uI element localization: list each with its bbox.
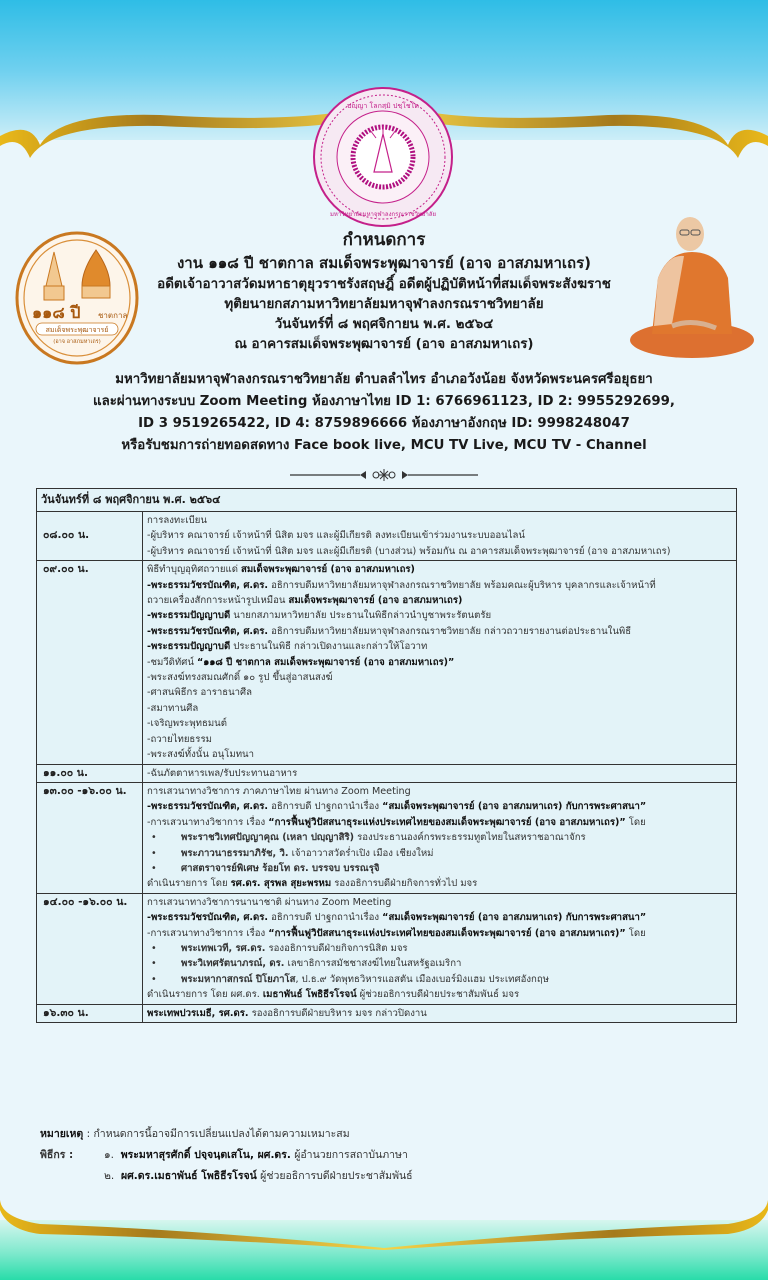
text: โดย bbox=[625, 927, 646, 939]
bold-text: พระเทพเวที, รศ.ดร. bbox=[181, 942, 266, 954]
bold-text: “สมเด็จพระพุฒาจารย์ (อาจ อาสภมหาเถร) กับการพระศาสนา” bbox=[382, 912, 647, 924]
mc-number: ๒. bbox=[104, 1170, 115, 1182]
activity-line bbox=[147, 1006, 732, 1021]
text: โดย bbox=[625, 816, 646, 828]
speaker-bullet bbox=[147, 830, 732, 845]
speaker-bullet bbox=[147, 846, 732, 861]
schedule-table bbox=[36, 488, 737, 1023]
text: ดำเนินรายการ โดย bbox=[147, 878, 231, 890]
activity-line: -พระสงฆ์ทรงสมณศักดิ์ ๑๐ รูป ขึ้นสู่อาสนสงฆ์ bbox=[147, 672, 333, 684]
bold-text: -พระธรรมปัญญาบดี bbox=[147, 641, 231, 653]
bold-text: พระมหากาสกรณ์ ปิโยภาโส bbox=[181, 973, 296, 985]
anniv-sub: (อาจ อาสภมหาเถร) bbox=[53, 339, 101, 345]
text: -การเสวนาทางวิชาการ เรื่อง bbox=[147, 927, 269, 939]
mc-role: ผู้ช่วยอธิการบดีฝ่ายประชาสัมพันธ์ bbox=[256, 1170, 413, 1182]
zoom-info-1: และผ่านทางระบบ Zoom Meeting ห้องภาษาไทย ID 1: 6766961123, ID 2: 9955292699, bbox=[93, 394, 675, 409]
schedule-date-header: วันจันทร์ที่ ๘ พฤศจิกายน พ.ศ. ๒๕๖๔ bbox=[37, 489, 737, 512]
activity-line bbox=[147, 608, 732, 623]
mc-name: ผศ.ดร.เมธาพันธ์ โพธิธีรโรจน์ bbox=[120, 1170, 257, 1182]
remark-line bbox=[40, 1124, 413, 1145]
remark-text: : กำหนดการนี้อาจมีการเปลี่ยนแปลงได้ตามความเหมาะสม bbox=[83, 1128, 350, 1140]
text: พิธีทำบุญอุทิศถวายแด่ bbox=[147, 564, 241, 576]
seal-motto: ปญฺญา โลกสฺมิ ปชฺโชโต bbox=[347, 102, 419, 110]
activity-line bbox=[147, 593, 732, 608]
activity-line bbox=[147, 578, 732, 593]
activity-line: -สมาทานศีล bbox=[147, 702, 199, 714]
activity-line: -ฉันภัตตาหารเพล/รับประทานอาหาร bbox=[147, 767, 298, 779]
mc-line-2 bbox=[40, 1166, 413, 1187]
bold-text: -พระธรรมวัชรบัณฑิต, ศ.ดร. bbox=[147, 912, 269, 924]
zoom-info-2: ID 3 9519265422, ID 4: 8759896666 ห้องภาษาอังกฤษ ID: 9998248047 bbox=[138, 416, 630, 431]
bold-text: -พระธรรมปัญญาบดี bbox=[147, 610, 231, 622]
activity-line: -ถวายไทยธรรม bbox=[147, 733, 212, 745]
activity-line: -ศาสนพิธีกร อาราธนาศีล bbox=[147, 687, 253, 699]
bold-text: สมเด็จพระพุฒาจารย์ (อาจ อาสภมหาเถร) bbox=[241, 564, 415, 576]
table-row bbox=[37, 893, 737, 1004]
activity-cell bbox=[143, 1004, 737, 1022]
bullet-icon: • bbox=[151, 942, 157, 954]
text: -ชมวีดิทัศน์ bbox=[147, 656, 197, 668]
activity-cell bbox=[143, 512, 737, 561]
activity-line: -ผู้บริหาร คณาจารย์ เจ้าหน้าที่ นิสิต มจร และผู้มีเกียรติ ลงทะเบียนเข้าร่วมงานระบบออนไลน์ bbox=[147, 530, 525, 542]
bullet-icon: • bbox=[151, 973, 157, 985]
bold-text: เมธาพันธ์ โพธิธีรโรจน์ bbox=[262, 989, 357, 1001]
activity-cell bbox=[143, 782, 737, 893]
mc-name: พระมหาสุรศักดิ์ ปจฺจนฺตเสโน, ผศ.ดร. bbox=[120, 1149, 291, 1161]
bold-text: พระเทพปวรเมธี, รศ.ดร. bbox=[147, 1007, 249, 1019]
bold-text: “สมเด็จพระพุฒาจารย์ (อาจ อาสภมหาเถร) กับการพระศาสนา” bbox=[382, 801, 647, 813]
text: อธิการบดี ปาฐกถานำเรื่อง bbox=[268, 801, 383, 813]
divider-ornament-icon bbox=[290, 468, 478, 482]
text: อธิการบดีมหาวิทยาลัยมหาจุฬาลงกรณราชวิทยาลัย พร้อมคณะผู้บริหาร บุคลากรและเจ้าหน้าที่ bbox=[268, 579, 656, 591]
mc-number: ๑. bbox=[104, 1149, 115, 1161]
activity-line: -ผู้บริหาร คณาจารย์ เจ้าหน้าที่ นิสิต มจร และผู้มีเกียรติ (บางส่วน) พร้อมกัน ณ อาคารสมเด็จพระพุฒาจารย์ (อาจ อาสภมหาเถร) bbox=[147, 545, 671, 557]
text: , ป.ธ.๙ วัดพุทธวิหารแอสตัน เมืองเบอร์มิงแฮม ประเทศอังกฤษ bbox=[295, 973, 549, 985]
program-header bbox=[120, 228, 648, 355]
program-header-location bbox=[40, 369, 728, 457]
event-name: งาน ๑๑๘ ปี ชาตกาล สมเด็จพระพุฒาจารย์ (อาจ อาสภมหาเถร) bbox=[176, 254, 591, 272]
text: รองประธานองค์กรพระธรรมทูตไทยในสหราชอาณาจักร bbox=[354, 832, 586, 844]
live-stream-info: หรือรับชมการถ่ายทอดสดทาง Face book live, MCU TV Live, MCU TV - Channel bbox=[121, 438, 647, 453]
activity-line: การเสวนาทางวิชาการนานาชาติ ผ่านทาง Zoom Meeting bbox=[147, 896, 392, 908]
anniv-word: ชาตกาล bbox=[98, 311, 128, 320]
remark-label: หมายเหตุ bbox=[40, 1128, 84, 1140]
schedule-date-row bbox=[37, 489, 737, 512]
activity-line: การเสวนาทางวิชาการ ภาคภาษาไทย ผ่านทาง Zoom Meeting bbox=[147, 785, 411, 797]
gold-frame-bottom bbox=[0, 1200, 768, 1250]
table-row bbox=[37, 512, 737, 561]
bold-text: พระวิเทศรัตนาภรณ์, ดร. bbox=[181, 958, 285, 970]
text: ดำเนินรายการ โดย ผศ.ดร. bbox=[147, 989, 263, 1001]
bold-text: ศาสตราจารย์พิเศษ ร้อยโท ดร. บรรจบ บรรณรุจิ bbox=[181, 862, 380, 874]
bold-text: รศ.ดร. สุรพล สุยะพรหม bbox=[230, 878, 332, 890]
activity-line bbox=[147, 639, 732, 654]
event-date: วันจันทร์ที่ ๘ พฤศจิกายน พ.ศ. ๒๕๖๔ bbox=[274, 317, 494, 332]
notes-section bbox=[40, 1124, 413, 1187]
bold-text: -พระธรรมวัชรบัณฑิต, ศ.ดร. bbox=[147, 625, 269, 637]
activity-line bbox=[147, 910, 732, 925]
table-row bbox=[37, 561, 737, 764]
header-line-2: ทุติยนายกสภามหาวิทยาลัยมหาจุฬาลงกรณราชวิทยาลัย bbox=[224, 297, 544, 312]
activity-line bbox=[147, 926, 732, 941]
activity-line: -เจริญพระพุทธมนต์ bbox=[147, 718, 227, 730]
activity-cell bbox=[143, 561, 737, 764]
bold-text: -พระธรรมวัชรบัณฑิต, ศ.ดร. bbox=[147, 801, 269, 813]
bold-text: “๑๑๘ ปี ชาตกาล สมเด็จพระพุฒาจารย์ (อาจ อาสภมหาเถร)” bbox=[196, 656, 455, 668]
time-cell: ๑๖.๓๐ น. bbox=[37, 1004, 143, 1022]
bullet-icon: • bbox=[151, 847, 157, 859]
header-line-1: อดีตเจ้าอาวาสวัดมหาธาตุยุวราชรังสฤษฎิ์ อดีตผู้ปฏิบัติหน้าที่สมเด็จพระสังฆราช bbox=[157, 277, 611, 292]
bold-text: สมเด็จพระพุฒาจารย์ (อาจ อาสภมหาเถร) bbox=[288, 595, 463, 607]
time-cell: ๐๘.๐๐ น. bbox=[37, 512, 143, 561]
text: เลขาธิการสมัชชาสงฆ์ไทยในสหรัฐอเมริกา bbox=[284, 958, 462, 970]
table-row bbox=[37, 1004, 737, 1022]
activity-line bbox=[147, 815, 732, 830]
mc-label: พิธีกร : bbox=[40, 1149, 74, 1161]
text: รองอธิการบดีฝ่ายกิจการนิสิต มจร bbox=[265, 942, 408, 954]
anniv-name: สมเด็จพระพุฒาจารย์ bbox=[45, 326, 109, 334]
anniv-number: ๑๑๘ ปี bbox=[32, 303, 81, 322]
text: ผู้ช่วยอธิการบดีฝ่ายประชาสัมพันธ์ มจร bbox=[356, 989, 520, 1001]
activity-cell bbox=[143, 764, 737, 782]
text: อธิการบดี ปาฐกถานำเรื่อง bbox=[268, 912, 383, 924]
activity-line bbox=[147, 562, 732, 577]
speaker-bullet bbox=[147, 972, 732, 987]
bold-text: พระภาวนาธรรมาภิรัช, วิ. bbox=[181, 847, 289, 859]
bold-text: -พระธรรมวัชรบัณฑิต, ศ.ดร. bbox=[147, 579, 269, 591]
text: อธิการบดีมหาวิทยาลัยมหาจุฬาลงกรณราชวิทยาลัย กล่าวถวายรายงานต่อประธานในพิธี bbox=[268, 625, 632, 637]
bold-text: พระราชวิเทศปัญญาคุณ (เหลา ปญฺญาสิริ) bbox=[181, 832, 355, 844]
speaker-bullet bbox=[147, 861, 732, 876]
bullet-icon: • bbox=[151, 958, 157, 970]
event-venue: ณ อาคารสมเด็จพระพุฒาจารย์ (อาจ อาสภมหาเถร) bbox=[234, 337, 534, 352]
time-cell: ๐๙.๐๐ น. bbox=[37, 561, 143, 764]
speaker-bullet bbox=[147, 956, 732, 971]
bold-text: “การฟื้นฟูวิปัสสนาธุระแห่งประเทศไทยของสมเด็จพระพุฒาจารย์ (อาจ อาสภมหาเถร)” bbox=[268, 816, 626, 828]
bold-text: “การฟื้นฟูวิปัสสนาธุระแห่งประเทศไทยของสมเด็จพระพุฒาจารย์ (อาจ อาสภมหาเถร)” bbox=[268, 927, 626, 939]
text: รองอธิการบดีฝ่ายบริหาร มจร กล่าวปิดงาน bbox=[248, 1007, 427, 1019]
time-cell: ๑๓.๐๐ -๑๖.๐๐ น. bbox=[37, 782, 143, 893]
mc-line-1 bbox=[40, 1145, 413, 1166]
bullet-icon: • bbox=[151, 832, 157, 844]
seal-university-name: มหาวิทยาลัยมหาจุฬาลงกรณราชวิทยาลัย bbox=[329, 211, 437, 218]
table-row bbox=[37, 764, 737, 782]
university-seal-logo bbox=[312, 86, 454, 228]
moderator-line bbox=[147, 876, 732, 891]
text: รองอธิการบดีฝ่ายกิจการทั่วไป มจร bbox=[331, 878, 478, 890]
activity-line: การลงทะเบียน bbox=[147, 515, 207, 526]
table-row bbox=[37, 782, 737, 893]
speaker-bullet bbox=[147, 941, 732, 956]
event-location: มหาวิทยาลัยมหาจุฬาลงกรณราชวิทยาลัย ตำบลลำไทร อำเภอวังน้อย จังหวัดพระนครศรีอยุธยา bbox=[115, 372, 653, 387]
text: นายกสภามหาวิทยาลัย ประธานในพิธีกล่าวนำบูชาพระรัตนตรัย bbox=[230, 610, 492, 622]
mc-role: ผู้อำนวยการสถาบันภาษา bbox=[290, 1149, 408, 1161]
moderator-line bbox=[147, 987, 732, 1002]
bullet-icon: • bbox=[151, 862, 157, 874]
activity-line bbox=[147, 624, 732, 639]
text: เจ้าอาวาสวัดร่ำเปิง เมือง เชียงใหม่ bbox=[288, 847, 434, 859]
activity-line bbox=[147, 655, 732, 670]
text: ถวายเครื่องสักการะหน้ารูปเหมือน bbox=[147, 595, 289, 607]
text: ประธานในพิธี กล่าวเปิดงานและกล่าวให้โอวาท bbox=[230, 641, 428, 653]
program-title: กำหนดการ bbox=[342, 230, 426, 250]
activity-line: -พระสงฆ์ทั้งนั้น อนุโมทนา bbox=[147, 749, 254, 761]
time-cell: ๑๔.๐๐ -๑๖.๐๐ น. bbox=[37, 893, 143, 1004]
activity-line bbox=[147, 799, 732, 814]
text: -การเสวนาทางวิชาการ เรื่อง bbox=[147, 816, 269, 828]
time-cell: ๑๑.๐๐ น. bbox=[37, 764, 143, 782]
activity-cell bbox=[143, 893, 737, 1004]
